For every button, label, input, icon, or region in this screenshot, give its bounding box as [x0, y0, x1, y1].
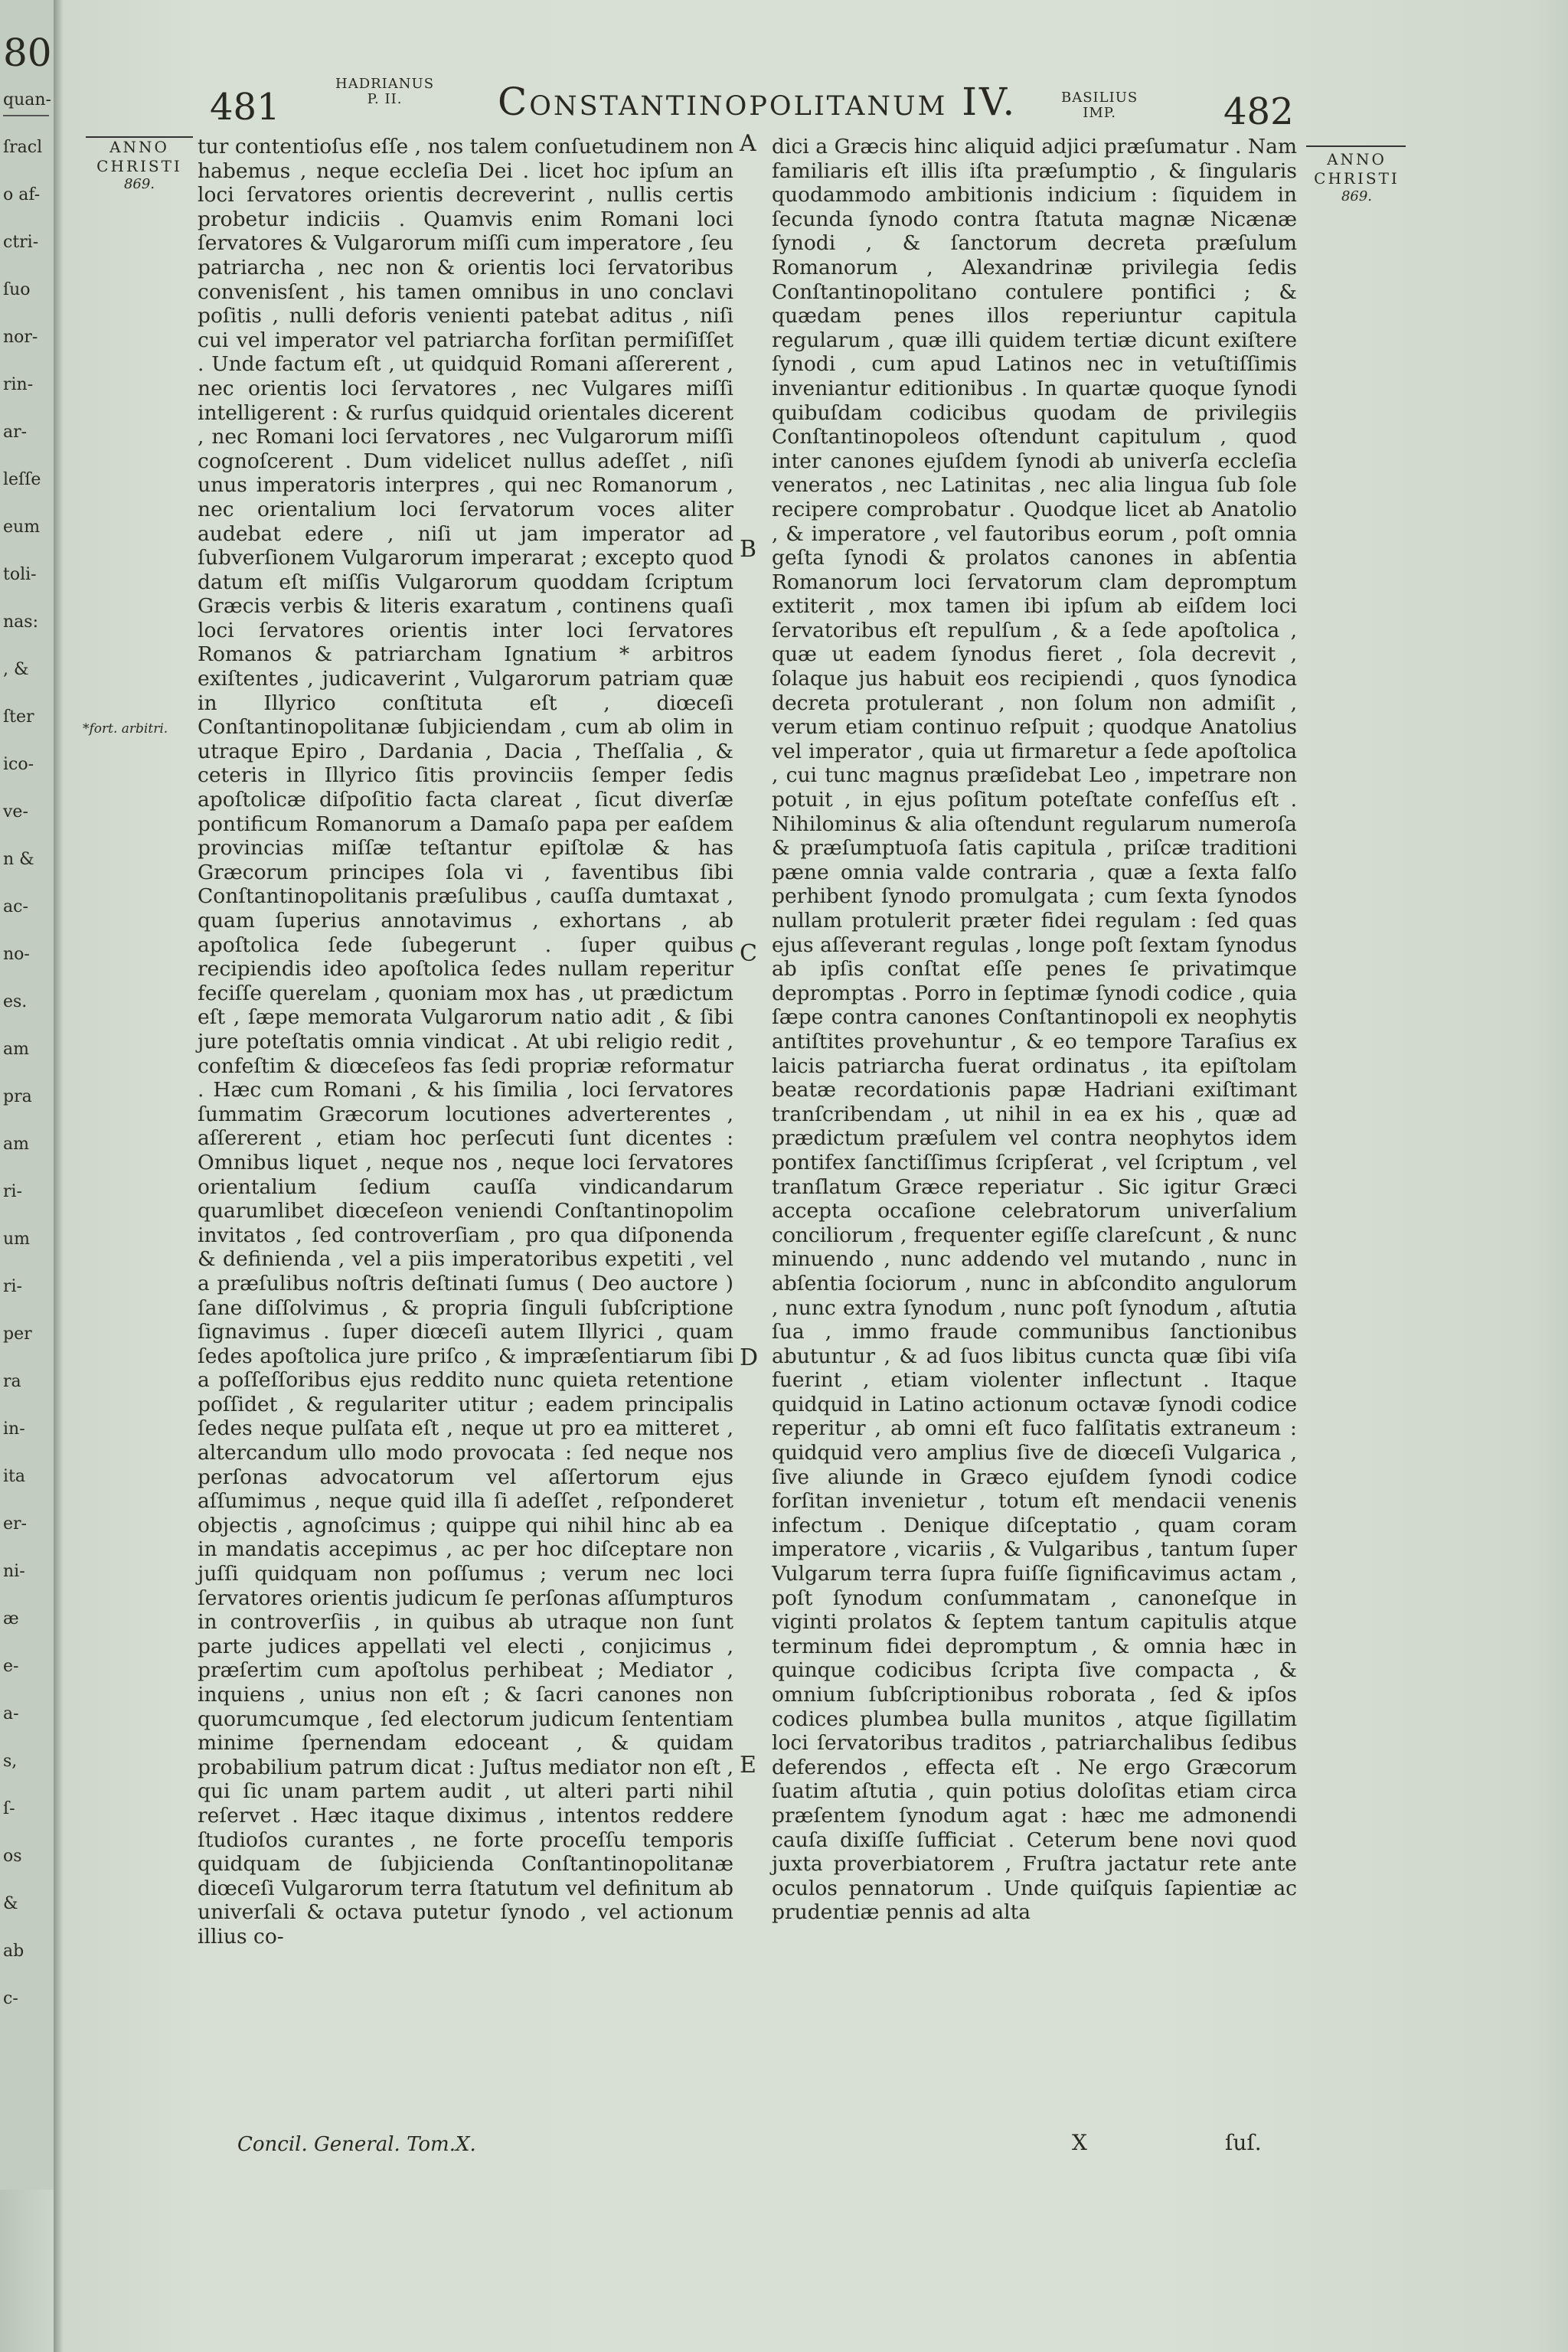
- facing-page-fragment: ſuo: [3, 280, 31, 299]
- facing-page-fragment: ri-: [3, 1182, 22, 1201]
- facing-page-fragment: æ: [3, 1609, 19, 1628]
- right-page-number: 482: [1223, 90, 1294, 133]
- facing-page-fragment: toli-: [3, 565, 37, 584]
- facing-page-fragment: ita: [3, 1467, 25, 1486]
- year-note-left: [86, 138, 193, 194]
- facing-page-fragment: quan-: [3, 90, 51, 109]
- facing-page-fragment: pra: [3, 1087, 32, 1106]
- left-column-paragraph: tur contentioſus eſſe , nos talem conſuetudinem non habemus , neque eccleſia Dei . licet hoc ipſum an loci ſervatores orientis decreverint , nullis certis probetur indiciis . Quamvis enim Romani loci ſervatores & Vulgarorum miſſi cum imperatore , ſeu patriarcha , nec non & orientis loci ſervatoribus convenisſent , his tamen omnibus in uno conclavi poſitis , nulli deforis venienti patebat aditus , niſi cui vel imperator vel patriarcha forſitan permiſiſſet . Unde factum eſt , ut quidquid Romani aſſererent , nec orientis loci ſervatores , nec Vulgares miſſi intelligerent : & rurſus quidquid orientales dicerent , nec Romani loci ſervatores , nec Vulgarorum miſſi cognoſcerent . Dum videlicet nullus adeſſet , niſi unus imperatoris interpres , qui nec Romanorum , nec orientalium loci ſervatorum voces aliter audebat edere , niſi ut jam imperator ad ſubverſionem Vulgarorum imperarat ; excepto quod datum eſt miſſis Vulgarorum quoddam ſcriptum Græcis verbis & literis exaratum , continens quaſi loci ſervatores orientis inter loci ſervatores Romanos & patriarcham Ignatium * arbitros exiſtentes , judicaverint , Vulgarorum patriam quæ in Illyrico conſtituta eſt , diœceſi Conſtantinopolitanæ ſubjiciendam , cum ab olim in utraque Epiro , Dardania , Dacia , Theſſalia , & ceteris in Illyrico ſitis provinciis ſemper ſedis apoſtolicæ diſpoſitio facta clareat , ſicut diverſæ pontificum Romanorum a Damaſo papa per eaſdem provincias miſſæ teſtantur epiſtolæ & has Græcorum principes ſola vi , faventibus ſibi Conſtantinopolitanis præſulibus , cauſſa dumtaxat , quam ſuperius annotavimus , exhortans , ab apoſtolica ſede ſubegerunt . ſuper quibus recipiendis ideo apoſtolica ſedes nullam reperitur feciſſe querelam , quoniam mox has , ut prædictum eſt , ſæpe memorata Vulgarorum natio adit , & ſibi jure poteſtatis omnia vindicat . At ubi religio redit , confeſtim & diœceſeos fas ſedi propriæ reformatur . Hæc cum Romani , & his ſimilia , loci ſervatores ſummatim Græcorum locutiones adverterentes , aſſererent , etiam hoc perſecuti ſunt dicentes : Omnibus liquet , neque nos , neque loci ſervatores orientalium ſedium cauſſa vindicandarum quarumlibet diœceſeon veniendi Conſtantinopolim invitatos , ſed controverſiam , pro qua diſponenda & definienda , vel a piis imperatoribus expetiti , vel a præſulibus noſtris deſtinati ſumus ( Deo auctore ) ſane diſſolvimus , & propria ſinguli ſubſcriptione ſignavimus . ſuper diœceſi autem Illyrici , quam ſedes apoſtolica jure priſco , & impræſentiarum ſibi a poſſeſſoribus ejus reddito nunc quieta retentione poſſidet , & regulariter utitur ; eadem principalis ſedes neque pulſata eſt , neque ut pro ea mitteret , altercandum ullo modo provocata : ſed neque nos perſonas advocatorum vel aſſertorum ejus aſſumimus , neque quid illa ſi adeſſet , reſponderet objectis , agnoſcimus ; quippe qui nihil hinc ab ea in mandatis accepimus , ac per hoc diſceptare non juſſi quidquam non poſſumus ; verum nec loci ſervatores orientis judicum ſe perſonas aſſumpturos in controverſiis , in quibus ab utraque non ſunt parte judices appellati vel electi , conjicimus , præſertim cum apoſtolus perhibeat ; Mediator , inquiens , unius non eſt ; & ſacri canones non quorumcumque , ſed electorum judicum ſententiam minime ſpernendam edoceant , & quidam probabilium patrum dicat : Juſtus mediator non eſt , qui ſic unam partem audit , ut alteri parti nihil reſervet . Hæc itaque diximus , intentos reddere ſtudioſos curantes , ne forte proceſſu temporis quidquam de ſubjicienda Conſtantinopolitanæ diœceſi Vulgarorum terra ſtatutum vel definitum ab univerſali & octava putetur ſynodo , vel actionum illius co-: [198, 135, 733, 1949]
- facing-page-fragment: ac-: [3, 897, 28, 916]
- facing-page-fragment: ar-: [3, 423, 28, 442]
- facing-page-fragment: ra: [3, 1372, 21, 1391]
- year-note-right: [1303, 150, 1410, 206]
- section-marker-c: C: [740, 940, 757, 967]
- facing-page-fragment: ab: [3, 1942, 24, 1961]
- facing-page-fragment: os: [3, 1847, 22, 1866]
- year-note-line: CHRISTI: [96, 157, 182, 175]
- facing-page-fragment: um: [3, 1230, 31, 1249]
- facing-page-fragment: er-: [3, 1514, 27, 1534]
- facing-page-fragment: es.: [3, 992, 28, 1011]
- marginal-note: *fort. arbitri.: [83, 721, 168, 737]
- footer-citation: Concil. General. Tom.X.: [237, 2133, 476, 2156]
- year-note-line: ANNO: [1327, 150, 1387, 168]
- facing-page-fragment: per: [3, 1325, 32, 1344]
- facing-page-fragment: a-: [3, 1704, 19, 1723]
- facing-page-fragment: , &: [3, 660, 29, 679]
- facing-page-fragment: rin-: [3, 375, 34, 394]
- page-title: Constantinopolitanum IV.: [498, 80, 1018, 124]
- facing-page-fragment: o af-: [3, 185, 41, 204]
- facing-page-fragment: ctri-: [3, 233, 39, 252]
- facing-page-fragment: am: [3, 1135, 29, 1154]
- facing-page-fragment: s,: [3, 1752, 18, 1771]
- facing-page-rule: [3, 115, 49, 116]
- facing-page-fragment: am: [3, 1040, 29, 1059]
- right-text-column: [772, 135, 1297, 1925]
- facing-page-fragment: ni-: [3, 1562, 25, 1581]
- facing-page-fragment: ſracl: [3, 138, 43, 157]
- right-running-head: [1061, 90, 1138, 121]
- year-note-line: ANNO: [109, 138, 169, 156]
- facing-page-number: 80: [3, 31, 52, 75]
- facing-page-fragment: &: [3, 1894, 18, 1913]
- running-head-line: IMP.: [1083, 104, 1116, 121]
- facing-page-fragment: in-: [3, 1419, 25, 1439]
- facing-page-fragment: ſter: [3, 707, 34, 727]
- section-marker-d: D: [740, 1344, 759, 1371]
- book-gutter-seam: [54, 0, 63, 2352]
- facing-page-fragment: n &: [3, 850, 34, 869]
- year-note-rule-right: [1306, 145, 1406, 147]
- running-head-line: HADRIANUS: [335, 76, 435, 92]
- left-running-head: [335, 77, 434, 107]
- section-marker-a: A: [740, 130, 756, 157]
- facing-page-fragment: ico-: [3, 755, 34, 774]
- year-note-year: 869.: [123, 176, 155, 192]
- left-page-number: 481: [210, 86, 280, 129]
- signature-mark: X: [1072, 2130, 1087, 2155]
- year-note-year: 869.: [1341, 188, 1373, 204]
- facing-page-fragment: nor-: [3, 328, 38, 347]
- section-marker-e: E: [740, 1752, 756, 1779]
- facing-page-fragment: ſ-: [3, 1799, 15, 1818]
- catchword: ſuſ.: [1225, 2130, 1262, 2155]
- facing-page-fragment: ve-: [3, 802, 28, 822]
- facing-page-edge: [0, 0, 54, 2190]
- facing-page-fragment: eum: [3, 518, 41, 537]
- facing-page-fragment: c-: [3, 1989, 18, 2008]
- left-text-column: [198, 135, 733, 1949]
- running-head-line: P. II.: [367, 90, 403, 107]
- facing-page-fragment: leſſe: [3, 470, 41, 489]
- facing-page-fragment: no-: [3, 945, 30, 964]
- facing-page-fragment: nas:: [3, 612, 38, 632]
- facing-page-fragment: ri-: [3, 1277, 22, 1296]
- section-marker-b: B: [740, 536, 757, 563]
- right-column-paragraph: dici a Græcis hinc aliquid adjici præſumatur . Nam familiaris eſt illis iſta præſumptio , & ſingularis quodammodo ambitionis indicium : ſiquidem in ſecunda ſynodo contra ſtatuta magnæ Nicænæ ſynodi , & ſanctorum decreta præſulum Romanorum , Alexandrinæ privilegia ſedis Conſtantinopolitano contulere pontifici ; & quædam penes illos reperiuntur capitula regularum , quæ illi quidem tertiæ dicunt exiſtere ſynodi , cum apud Latinos nec in vetuſtiſſimis inveniantur editionibus . In quartæ quoque ſynodi quibuſdam codicibus quodam de privilegiis Conſtantinopoleos oſtendunt capitulum , quod inter canones ejuſdem ſynodi ab univerſa eccleſia veneratos , nec Latinitas , nec alia lingua ſub ſole recipere comprobatur . Quodque licet ab Anatolio , & imperatore , vel fautoribus eorum , poſt omnia geſta ſynodi & prolatos canones in abſentia Romanorum loci ſervatorum clam depromptum extiterit , mox tamen ibi ipſum ab eiſdem loci ſervatoribus eſt repulſum , & a ſede apoſtolica , quæ ut eadem ſynodus fieret , ſola decrevit , ſolaque jus habuit eos recipiendi , quos ſynodica decreta protulerant , non ſolum non admiſit , verum etiam continuo reſpuit ; quodque Anatolius vel imperator , quia ut firmaretur a ſede apoſtolica , cui tunc magnus præſidebat Leo , impetrare non potuit , in ejus poſitum poteſtate confeſſus eſt . Nihilominus & alia oſtendunt regularum numeroſa & præſumptuoſa ſatis capitula , priſcæ traditioni pæne omnia valde contraria , quæ a ſexta falſo perhibent ſynodo promulgata ; cum ſexta ſynodos nullam protulerit præter fidei regulam : ſed quas ejus aſſeverant regulas , longe poſt ſextam ſynodus ab ipſis conſtat eſſe penes ſe privatimque depromptas . Porro in ſeptimæ ſynodi codice , quia ſæpe contra canones Conſtantinopoli ex neophytis antiſtites provehuntur , & eo tempore Taraſius ex laicis patriarcha fuerat ordinatus , ita epiſtolam beatæ recordationis papæ Hadriani exiſtimant tranſcribendam , ut nihil in ea ex his , quæ ad prædictum præſulem vel contra neophytos idem pontifex ſanctiſſimus ſcripſerat , vel ſcriptum , vel tranſlatum Græce reperiatur . Sic igitur Græci accepta occaſione celebratorum univerſalium conciliorum , frequenter egiſſe clareſcunt , & nunc minuendo , nunc addendo vel mutando , nunc in abſentia ſociorum , nunc in abſcondito angulorum , nunc extra ſynodum , nunc poſt ſynodum , aſtutia ſua , immo fraude communibus ſanctionibus abutuntur , & ad ſuos libitus cuncta quæ ſibi viſa fuerint , etiam violenter inflectunt . Itaque quidquid in Latino actionum octavæ ſynodi codice reperitur , ab omni eſt fuco falſitatis extraneum : quidquid vero amplius ſive de diœceſi Vulgarica , ſive aliunde in Græco ejuſdem ſynodi codice forſitan invenietur , totum eſt mendacii venenis infectum . Denique diſceptatio , quam coram imperatore , vicariis , & Vulgaribus , tantum ſuper Vulgarum terra ſupra fuiſſe ſignificavimus actam , poſt ſynodum conſummatam , canoneſque in viginti prolatos & ſeptem tantum capitulis atque terminum fidei depromptum , & omnia hæc in quinque codicibus ſcripta ſive compacta , & omnium ſubſcriptionibus roborata , ſed & ipſos codices plumbea bulla munitos , atque ſigillatim loci ſervatoribus traditos , patriarchalibus ſedibus deferendos , effecta eſt . Ne ergo Græcorum ſuatim aſtutia , quin potius doloſitas etiam circa præſentem ſynodum agat : hæc me admonendi cauſa dixiſſe ſufficiat . Ceterum bene novi quod juxta proverbiatorem , Fruſtra jactatur rete ante oculos pennatorum . Unde quiſquis ſapientiæ ac prudentiæ pennis ad alta: [772, 135, 1297, 1925]
- running-head-line: BASILIUS: [1061, 90, 1138, 106]
- year-note-line: CHRISTI: [1314, 169, 1400, 188]
- facing-page-fragment: e-: [3, 1657, 19, 1676]
